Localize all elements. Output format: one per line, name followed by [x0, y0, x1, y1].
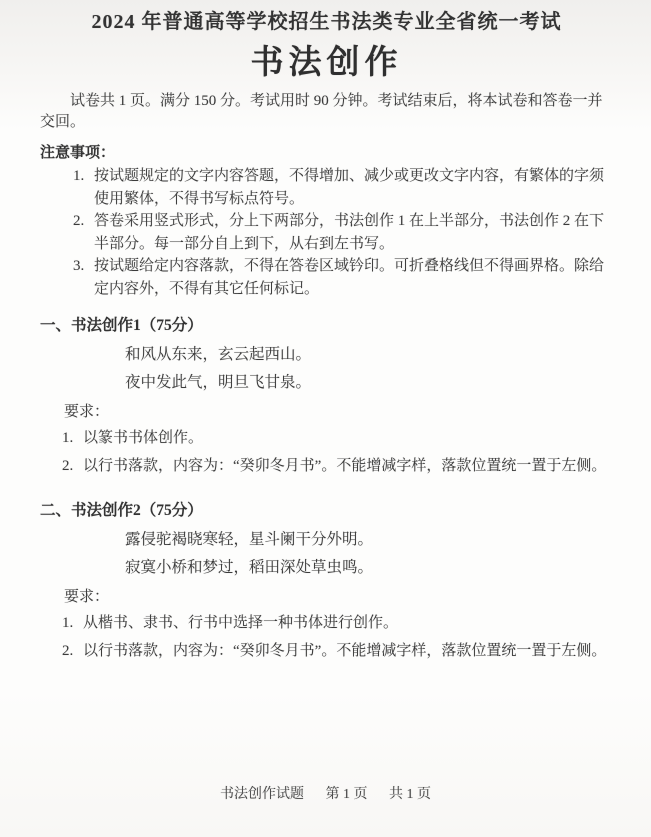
exam-title: 2024 年普通高等学校招生书法类专业全省统一考试 — [91, 11, 562, 33]
requirement-item-1 — [62, 609, 613, 637]
section2-heading: 二、书法创作2（75分） — [40, 502, 203, 519]
section2-poem — [125, 526, 613, 582]
requirement-item-2 — [62, 452, 613, 480]
notice-section-label: 注意事项： — [40, 145, 116, 161]
notice-item-number: 2. — [73, 213, 85, 229]
notice-item-text: 按试题给定内容落款，不得在答卷区域钤印。可折叠格线但不得画界格。除给定内容外，不得有其它任何标记。 — [94, 258, 605, 297]
exam-subtitle: 书法创作 — [250, 45, 403, 81]
poem-line: 寂寞小桥和梦过，稻田深处草虫鸣。 — [125, 559, 374, 576]
requirement-text: 以行书落款，内容为：“癸卯冬月书”。不能增减字样，落款位置统一置于左侧。 — [83, 458, 607, 474]
poem-line: 夜中发此气，明旦飞甘泉。 — [125, 374, 312, 391]
notice-list — [73, 165, 613, 300]
requirement-number: 2. — [62, 458, 74, 474]
requirement-item-2 — [62, 637, 613, 665]
poem-line: 和风从东来，玄云起西山。 — [125, 346, 312, 363]
requirement-number: 2. — [62, 643, 74, 659]
notice-item-2 — [73, 210, 613, 255]
notice-item-1 — [73, 165, 613, 210]
section1-heading: 一、书法创作1（75分） — [40, 317, 203, 334]
notice-item-number: 1. — [73, 168, 85, 184]
requirement-number: 1. — [62, 430, 74, 446]
requirement-text: 以行书落款，内容为：“癸卯冬月书”。不能增减字样，落款位置统一置于左侧。 — [83, 643, 607, 659]
notice-item-number: 3. — [73, 258, 85, 274]
requirement-number: 1. — [62, 615, 74, 631]
section1-poem — [125, 341, 613, 397]
requirement-text: 以篆书书体创作。 — [83, 430, 204, 446]
section2-requirements-label: 要求： — [64, 589, 110, 605]
footer-doc-label: 书法创作试题 — [220, 787, 304, 802]
notice-item-text: 按试题规定的文字内容答题，不得增加、减少或更改文字内容，有繁体的字须使用繁体，不得书写标点符号。 — [94, 168, 605, 207]
page-footer — [0, 783, 651, 803]
notice-item-3 — [73, 255, 613, 300]
notice-item-text: 答卷采用竖式形式，分上下两部分，书法创作 1 在上半部分，书法创作 2 在下半部分。每一部分自上到下，从右到左书写。 — [94, 213, 605, 252]
exam-intro-line: 试卷共 1 页。满分 150 分。考试用时 90 分钟。考试结束后，将本试卷和答卷一并交回。 — [40, 93, 603, 130]
section1-requirements-label: 要求： — [64, 404, 110, 420]
section2-requirements-list — [62, 609, 613, 665]
section1-requirements-list — [62, 424, 613, 480]
footer-page-number: 第 1 页 — [325, 787, 368, 802]
requirement-text: 从楷书、隶书、行书中选择一种书体进行创作。 — [83, 615, 399, 631]
poem-line: 露侵驼褐晓寒轻，星斗阑干分外明。 — [125, 531, 374, 548]
footer-total-pages: 共 1 页 — [389, 787, 431, 802]
requirement-item-1 — [62, 424, 613, 452]
